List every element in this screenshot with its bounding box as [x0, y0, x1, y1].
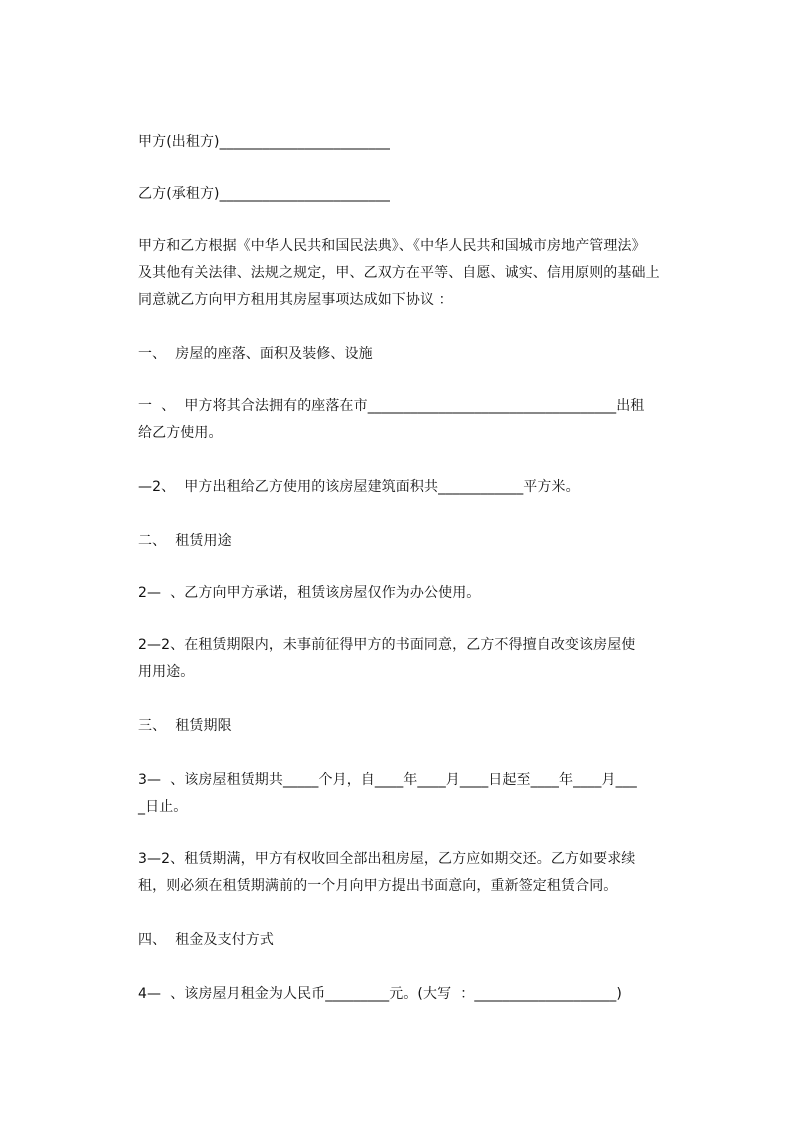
party-a-line: 甲方(出租方)________________________ — [138, 134, 391, 150]
clause-3-1-line-2: _日止。 — [138, 799, 188, 815]
clause-2-2-line-1: 2—2、在租赁期限内，未事前征得甲方的书面同意，乙方不得擅自改变该房屋使 — [138, 637, 636, 653]
clause-1-1-line-2: 给乙方使用。 — [138, 425, 223, 441]
intro-paragraph-line-2: 及其他有关法律、法规之规定，甲、乙双方在平等、自愿、诚实、信用原则的基础上 — [138, 265, 660, 281]
section-1-heading: 一、 房屋的座落、面积及装修、设施 — [138, 346, 373, 362]
section-3-heading: 三、 租赁期限 — [138, 718, 232, 734]
clause-2-2-line-2: 用用途。 — [138, 664, 195, 680]
clause-3-1-line-1: 3— 、该房屋租赁期共_____个月，自____年____月____日起至____年____月___ — [138, 772, 637, 788]
section-4-heading: 四、 租金及支付方式 — [138, 932, 274, 948]
party-b-line: 乙方(承租方)________________________ — [138, 186, 391, 202]
clause-3-2-line-1: 3—2、租赁期满，甲方有权收回全部出租房屋，乙方应如期交还。乙方如要求续 — [138, 851, 636, 867]
intro-paragraph-line-1: 甲方和乙方根据《中华人民共和国民法典》、《中华人民共和国城市房地产管理法》 — [138, 238, 646, 254]
clause-2-1: 2— 、乙方向甲方承诺，租赁该房屋仅作为办公使用。 — [138, 585, 481, 601]
clause-4-1: 4— 、该房屋月租金为人民币_________元。(大写 ：____________________) — [138, 986, 622, 1002]
intro-paragraph-line-3: 同意就乙方向甲方租用其房屋事项达成如下协议 ： — [138, 292, 453, 308]
clause-1-1-line-1: 一 、 甲方将其合法拥有的座落在市___________________________________出租 — [138, 398, 645, 414]
clause-1-2: —2、 甲方出租给乙方使用的该房屋建筑面积共____________平方米。 — [138, 479, 580, 495]
clause-3-2-line-2: 租，则必须在租赁期满前的一个月向甲方提出书面意向，重新签定租赁合同。 — [138, 878, 618, 894]
section-2-heading: 二、 租赁用途 — [138, 533, 232, 549]
